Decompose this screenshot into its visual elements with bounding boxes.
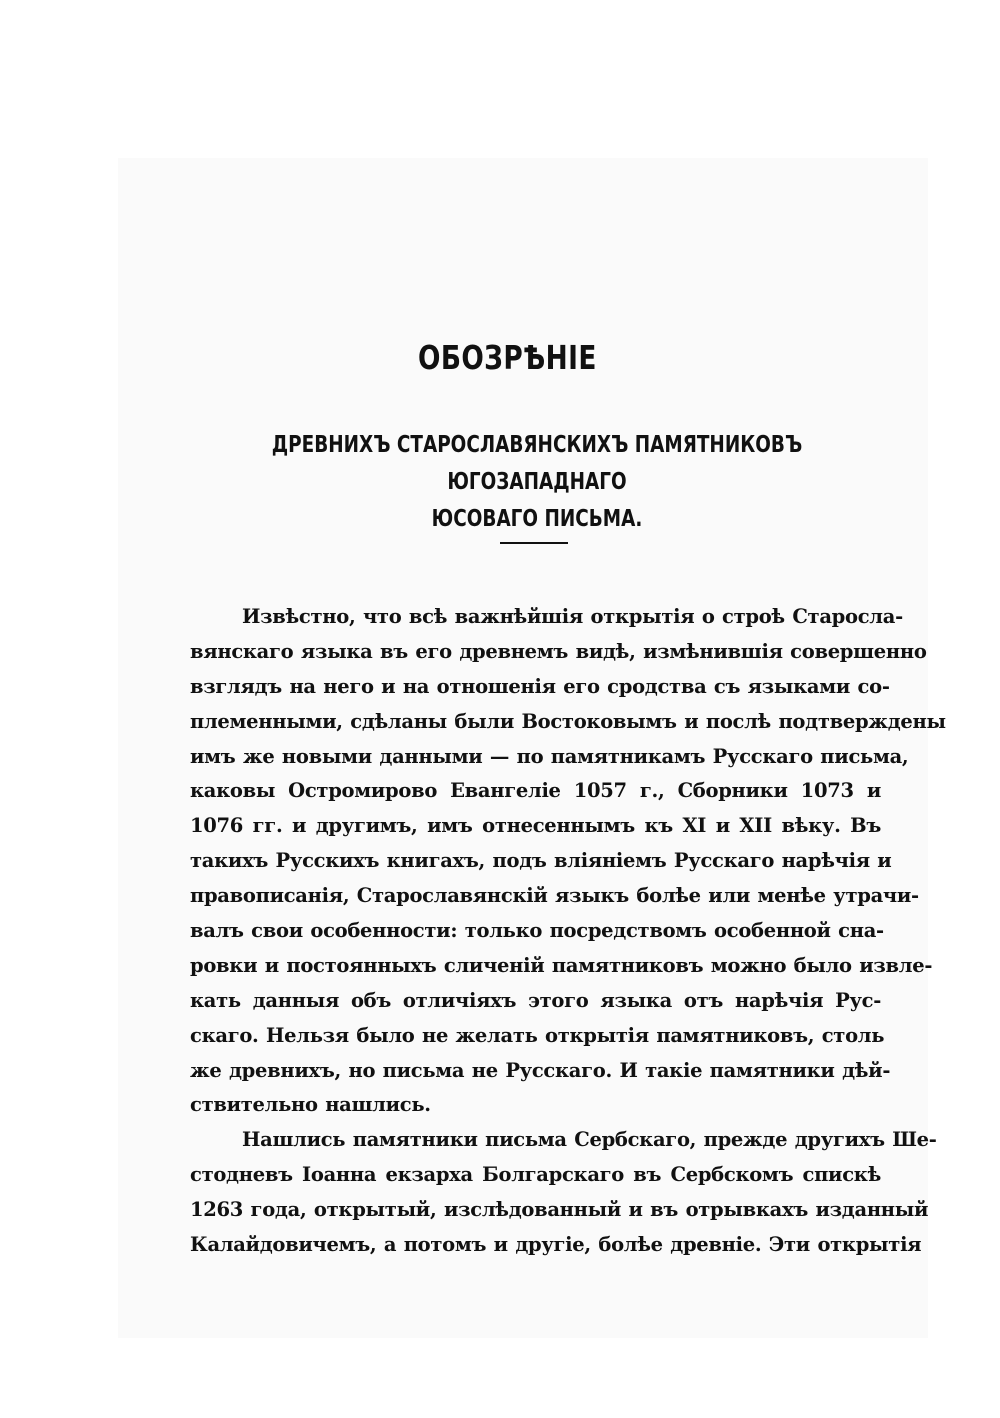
body-line: правописанія, Старославянскій языкъ болѣе или менѣе утрачи- bbox=[190, 884, 919, 908]
body-line: ствительно нашлись. bbox=[190, 1093, 431, 1117]
body-line: кать данныя объ отличіяхъ этого языка отъ нарѣчія Рус- bbox=[190, 988, 881, 1012]
body-line: же древнихъ, но письма не Русскаго. И такіе памятники дѣй- bbox=[190, 1058, 891, 1082]
page-subtitle bbox=[235, 427, 838, 538]
title-divider bbox=[500, 542, 568, 544]
body-line: стодневъ Іоанна екзарха Болгарскаго въ Сербскомъ спискѣ bbox=[190, 1163, 881, 1187]
page-title: ОБОЗРѢНІЕ bbox=[417, 338, 597, 377]
body-text bbox=[190, 600, 946, 1263]
body-line: скаго. Нельзя было не желать открытія памятниковъ, столь bbox=[190, 1023, 885, 1047]
body-line: 1263 года, открытый, изслѣдованный и въ отрывкахъ изданный bbox=[190, 1198, 929, 1222]
body-line: имъ же новыми данными — по памятникамъ Русскаго письма, bbox=[190, 744, 909, 768]
body-line: каковы Остромирово Евангеліе 1057 г., Сборники 1073 и bbox=[190, 779, 881, 803]
subtitle-line: ДРЕВНИХЪ СТАРОСЛАВЯНСКИХЪ ПАМЯТНИКОВЪ ЮГОЗАПАДНАГО bbox=[271, 432, 803, 495]
body-line: 1076 гг. и другимъ, имъ отнесеннымъ къ XI и XII вѣку. Въ bbox=[190, 814, 881, 838]
body-line: валъ свои особенности: только посредствомъ особенной сна- bbox=[190, 919, 884, 943]
body-line: ровки и постоянныхъ сличеній памятниковъ можно было извле- bbox=[190, 953, 933, 977]
body-line: такихъ Русскихъ книгахъ, подъ вліяніемъ Русскаго нарѣчія и bbox=[190, 849, 892, 873]
body-line: Нашлись памятники письма Сербскаго, прежде другихъ Ше- bbox=[242, 1128, 937, 1152]
body-line: племенными, сдѣланы были Востоковымъ и послѣ подтверждены bbox=[190, 709, 946, 733]
body-line: Калайдовичемъ, а потомъ и другіе, болѣе древніе. Эти открытія bbox=[190, 1233, 922, 1257]
body-line: взглядъ на него и на отношенія его сродства съ языками со- bbox=[190, 674, 890, 698]
body-line: вянскаго языка въ его древнемъ видѣ, измѣнившія совершенно bbox=[190, 639, 927, 663]
body-line: Извѣстно, что всѣ важнѣйшія открытія о строѣ Старосла- bbox=[242, 605, 903, 628]
subtitle-line: ЮСОВАГО ПИСЬМА. bbox=[431, 506, 643, 532]
